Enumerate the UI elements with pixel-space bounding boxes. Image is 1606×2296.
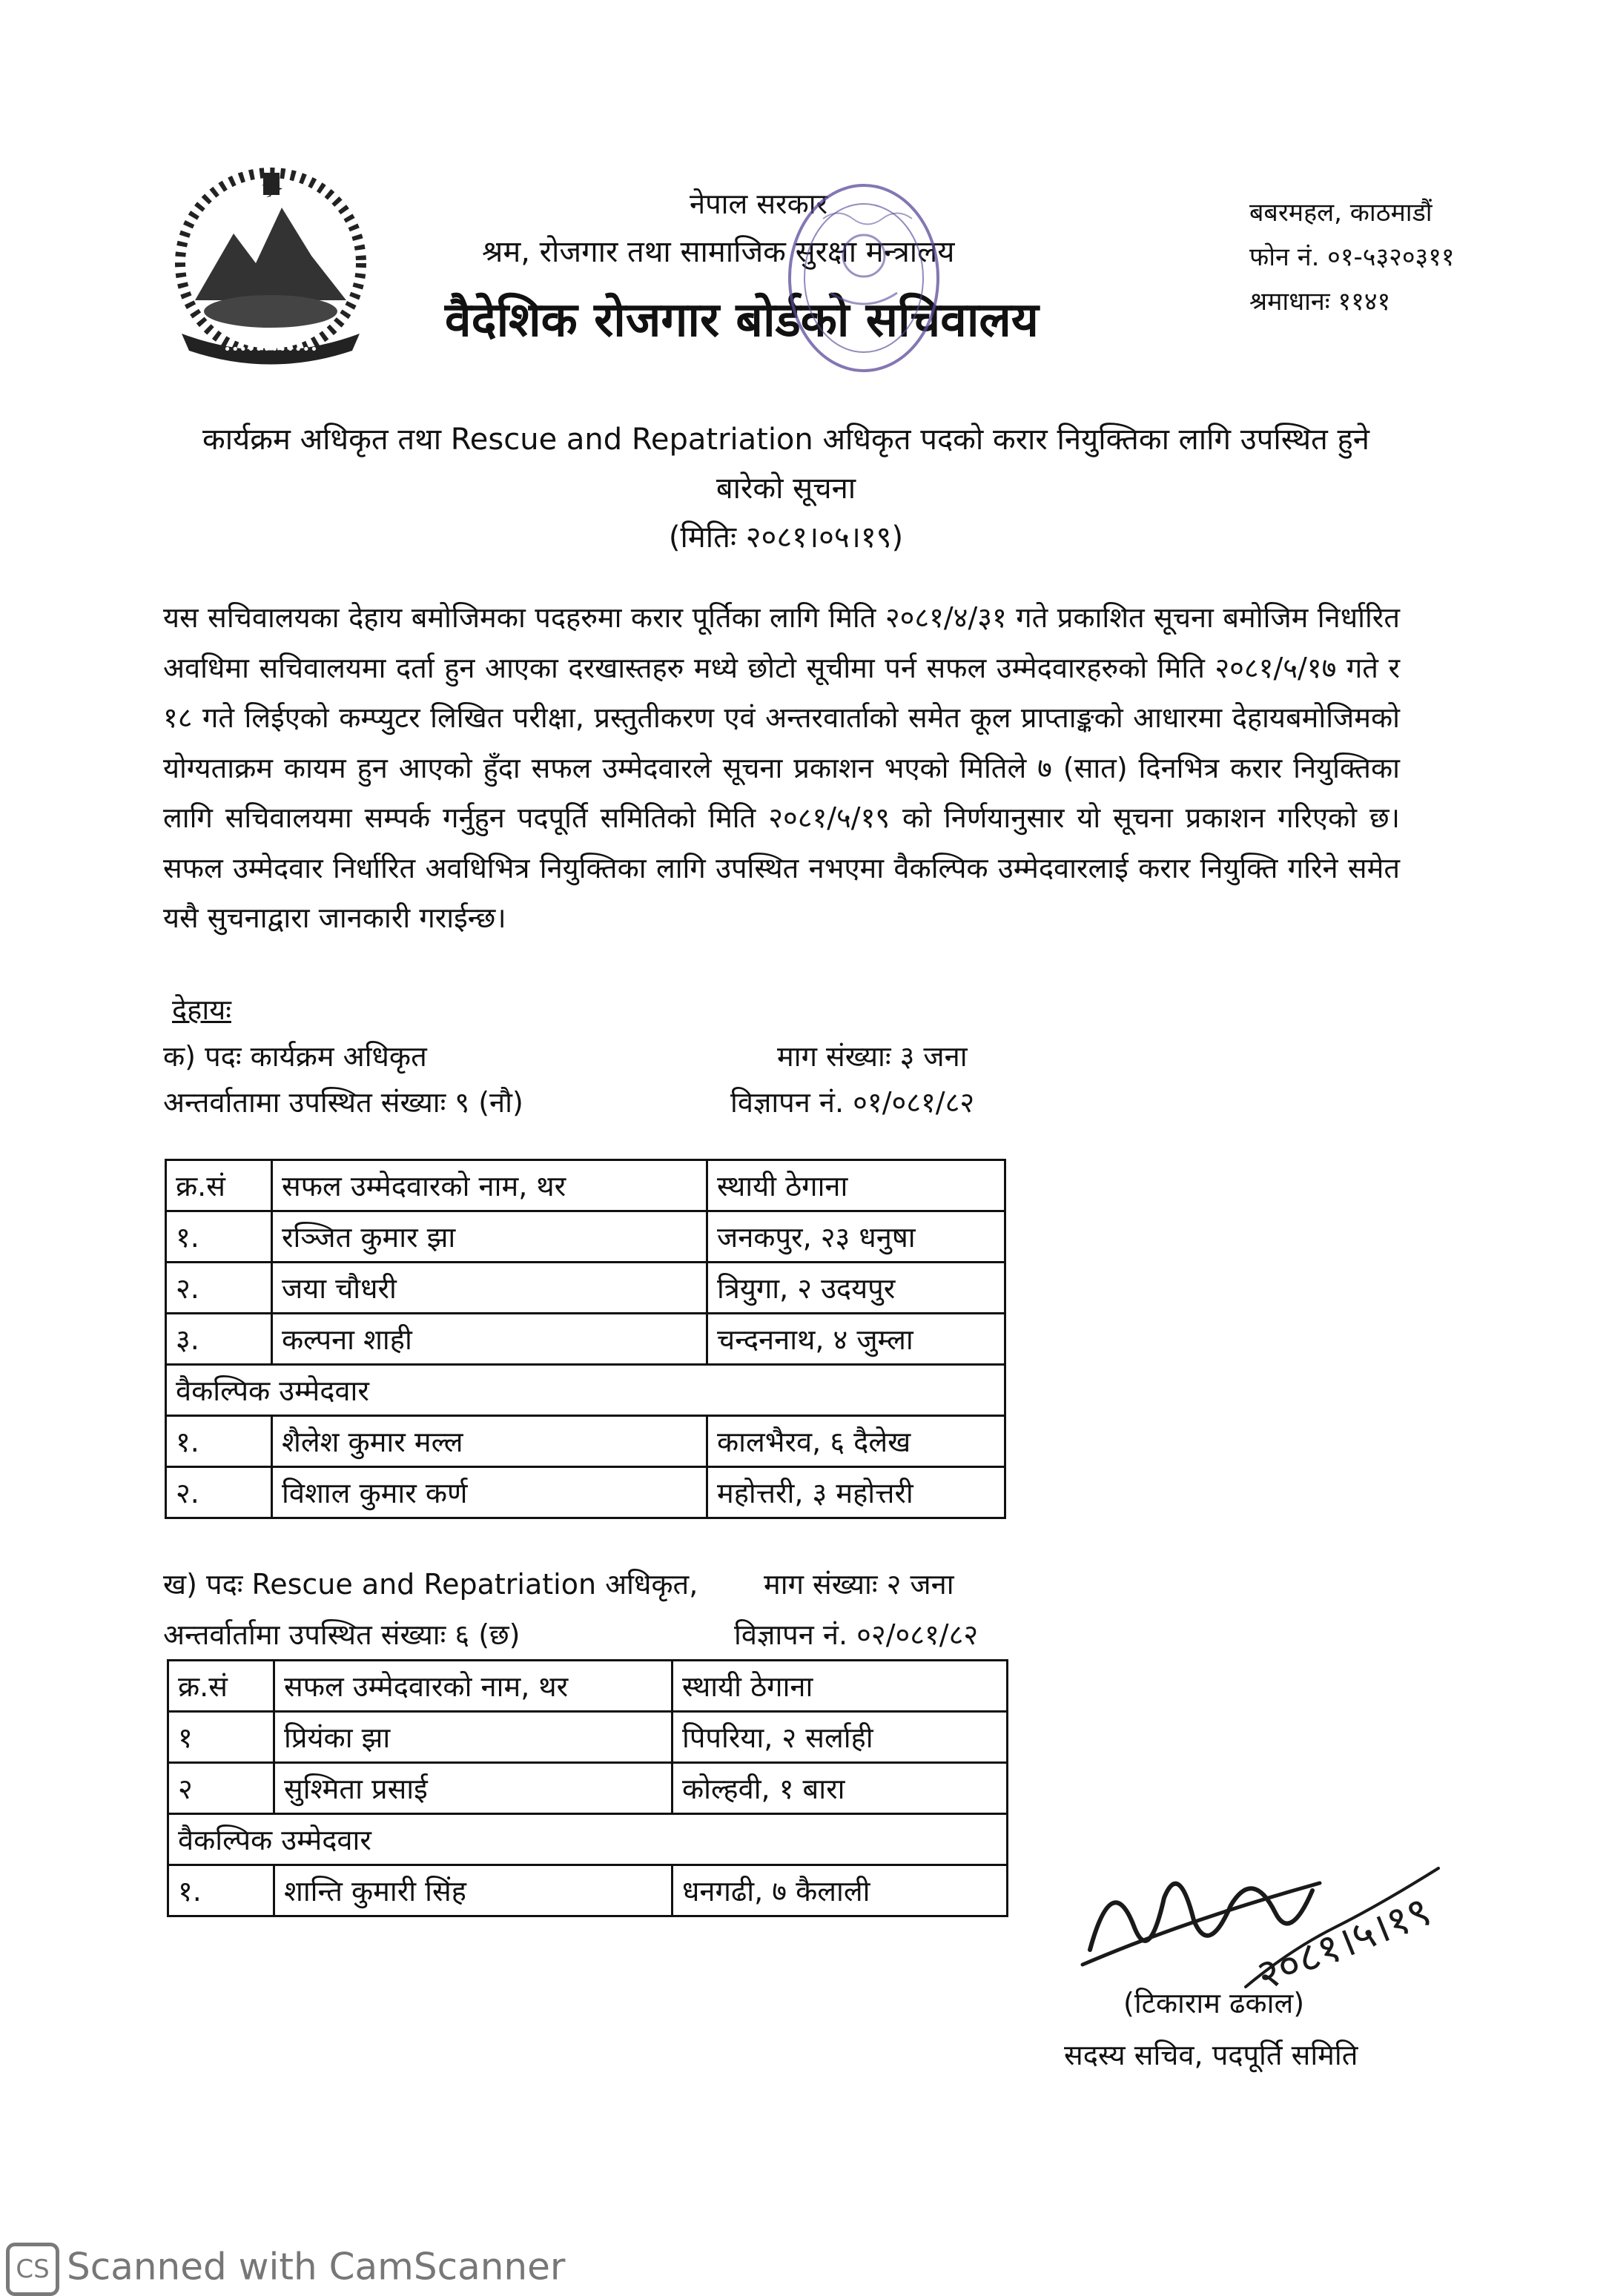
cell-address: कालभैरव, ६ दैलेख — [707, 1416, 1005, 1467]
office-helpline: श्रमाधानः ११४१ — [1249, 287, 1391, 317]
cell-name: जया चौधरी — [272, 1263, 707, 1314]
cell-name: शान्ति कुमारी सिंह — [274, 1865, 673, 1916]
col-name-header: सफल उम्मेदवारको नाम, थर — [272, 1160, 707, 1211]
table-row — [166, 1314, 1005, 1365]
table-row — [168, 1763, 1008, 1814]
cell-sn: २ — [168, 1763, 274, 1814]
government-name: नेपाल सरकार — [690, 188, 828, 220]
signatory-title: सदस्य सचिव, पदपूर्ति समिति — [1064, 2039, 1358, 2071]
section-b-table — [167, 1659, 1008, 1917]
table-header-row — [166, 1160, 1005, 1211]
office-phone: फोन नं. ०१-५३२०३११ — [1249, 242, 1455, 272]
section-a-present: अन्तर्वातामा उपस्थित संख्याः ९ (नौ) — [163, 1086, 523, 1119]
cell-name: रञ्जित कुमार झा — [272, 1211, 707, 1263]
office-name: वैदेशिक रोजगार बोर्डको सचिवालय — [445, 292, 1039, 348]
cell-address: महोत्तरी, ३ महोत्तरी — [707, 1467, 1005, 1518]
camscanner-icon: CS — [6, 2243, 59, 2296]
cell-address: त्रियुगा, २ उदयपुर — [707, 1263, 1005, 1314]
ministry-name: श्रम, रोजगार तथा सामाजिक सुरक्षा मन्त्रालय — [482, 235, 955, 269]
table-row — [166, 1467, 1005, 1518]
cell-sn: १. — [166, 1416, 272, 1467]
cell-address: चन्दननाथ, ४ जुम्ला — [707, 1314, 1005, 1365]
section-b-present: अन्तर्वार्तामा उपस्थित संख्याः ६ (छ) — [163, 1618, 521, 1651]
col-sn-header: क्र.सं — [168, 1661, 274, 1712]
table-header-row — [168, 1661, 1008, 1712]
cell-name: विशाल कुमार कर्ण — [272, 1467, 707, 1518]
section-b-post: ख) पदः Rescue and Repatriation अधिकृत, — [163, 1568, 698, 1601]
cell-address: धनगढी, ७ कैलाली — [673, 1865, 1008, 1916]
cell-sn: १ — [168, 1712, 274, 1763]
table-row — [166, 1416, 1005, 1467]
schedule-label: देहायः — [172, 993, 231, 1026]
alternate-heading-row — [168, 1814, 1008, 1865]
notice-title: कार्यक्रम अधिकृत तथा Rescue and Repatriation अधिकृत पदको करार नियुक्तिका लागि उपस्थित हुने बारेको सूचना — [202, 423, 1370, 506]
office-address: बबरमहल, काठमाडौं — [1249, 198, 1432, 228]
cell-sn: २. — [166, 1263, 272, 1314]
official-stamp — [779, 174, 949, 382]
alternate-heading-row — [166, 1365, 1005, 1416]
col-sn-header: क्र.सं — [166, 1160, 272, 1211]
section-a-demand: माग संख्याः ३ जना — [777, 1040, 968, 1073]
signatory-name: (टिकाराम ढकाल) — [1123, 1987, 1305, 2019]
notice-body: यस सचिवालयका देहाय बमोजिमका पदहरुमा करार पूर्तिका लागि मिति २०८१/४/३१ गते प्रकाशित सूचना बमोजिम निर्धारित अवधिमा सचिवालयमा दर्ता हुन आएका दरखास्तहरु मध्ये छोटो सूचीमा पर्न सफल उम्मेदवारहरुको मिति २०८१/५/१७ गते र १८ गते लिईएको कम्प्युटर लिखित परीक्षा, प्रस्तुतीकरण एवं अन्तरवार्ताको समेत कूल प्राप्ताङ्कको आधारमा देहायबमोजिमको योग्यताक्रम कायम हुन आएको हुँदा सफल उम्मेदवारले सूचना प्रकाशन भएको मितिले ७ (सात) दिनभित्र करार नियुक्तिका लागि सचिवालयमा सम्पर्क गर्नुहुन पदपूर्ति समितिको मिति २०८१/५/१९ को निर्णयानुसार यो सूचना प्रकाशन गरिएको छ। सफल उम्मेदवार निर्धारित अवधिभित्र नियुक्तिका लागि उपस्थित नभएमा वैकल्पिक उम्मेदवारलाई करार नियुक्ति गरिने समेत यसै सुचनाद्वारा जानकारी गराईन्छ। — [163, 601, 1400, 934]
table-row — [166, 1263, 1005, 1314]
cell-address: कोल्हवी, १ बारा — [673, 1763, 1008, 1814]
cell-address: जनकपुर, २३ धनुषा — [707, 1211, 1005, 1263]
notice-date: (मितिः २०८१।०५।१९) — [668, 520, 904, 555]
table-row — [168, 1865, 1008, 1916]
section-a-post: क) पदः कार्यक्रम अधिकृत — [163, 1040, 427, 1073]
alternate-heading: वैकल्पिक उम्मेदवार — [166, 1365, 1005, 1416]
table-row — [168, 1712, 1008, 1763]
nepal-government-emblem — [152, 145, 389, 367]
col-name-header: सफल उम्मेदवारको नाम, थर — [274, 1661, 673, 1712]
svg-text:२०८१।५।१९: २०८१।५।१९ — [1249, 1887, 1438, 2000]
alternate-heading: वैकल्पिक उम्मेदवार — [168, 1814, 1008, 1865]
cell-name: प्रियंका झा — [274, 1712, 673, 1763]
cell-address: पिपरिया, २ सर्लाही — [673, 1712, 1008, 1763]
section-a-ad-no: विज्ञापन नं. ०१/०८१/८२ — [730, 1086, 975, 1119]
cell-sn: १. — [166, 1211, 272, 1263]
section-a-table — [165, 1159, 1006, 1519]
cell-name: कल्पना शाही — [272, 1314, 707, 1365]
table-row — [166, 1211, 1005, 1263]
cell-name: सुश्मिता प्रसाई — [274, 1763, 673, 1814]
cell-sn: २. — [166, 1467, 272, 1518]
cell-sn: १. — [168, 1865, 274, 1916]
svg-text:••••••••••••: •••••••••••• — [223, 342, 318, 357]
section-b-demand: माग संख्याः २ जना — [764, 1568, 954, 1601]
col-address-header: स्थायी ठेगाना — [707, 1160, 1005, 1211]
watermark-text: Scanned with CamScanner — [67, 2245, 566, 2289]
cell-sn: ३. — [166, 1314, 272, 1365]
section-b-ad-no: विज्ञापन नं. ०२/०८१/८२ — [734, 1618, 979, 1651]
col-address-header: स्थायी ठेगाना — [673, 1661, 1008, 1712]
cell-name: शैलेश कुमार मल्ल — [272, 1416, 707, 1467]
scanner-watermark — [6, 2243, 565, 2296]
